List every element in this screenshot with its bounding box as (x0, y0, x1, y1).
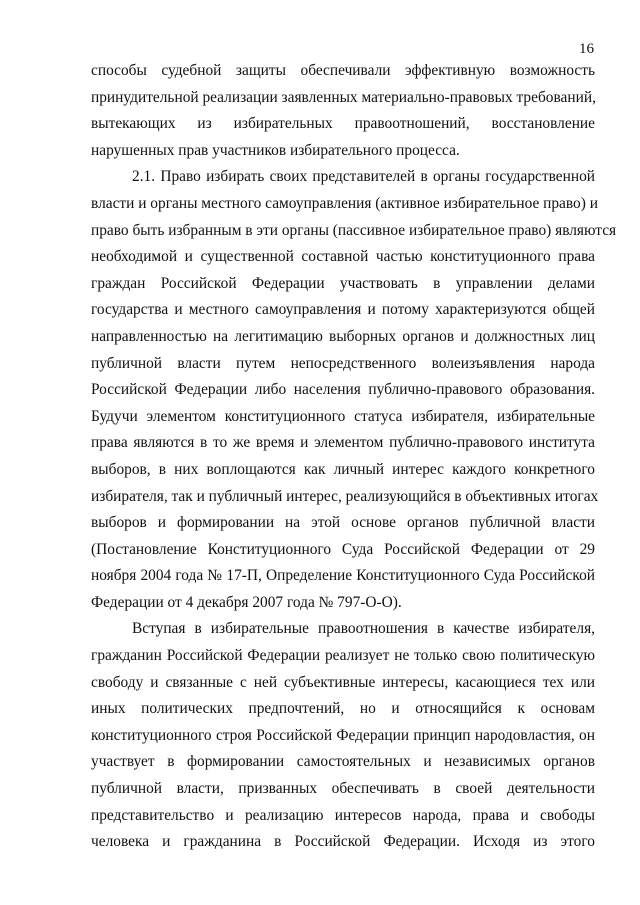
text-line: выборов, в них воплощаются как личный интерес каждого конкретного (91, 460, 595, 478)
text-line: принудительной реализации заявленных материально-правовых требований, (91, 88, 596, 106)
text-line: Вступая в избирательные правоотношения в качестве избирателя, (132, 620, 595, 638)
text-line: избирателя, так и публичный интерес, реализующийся в объективных итогах (91, 487, 599, 505)
text-line: Будучи элементом конституционного статуса избирателя, избирательные (91, 407, 595, 425)
text-line: представительство и реализацию интересов народа, права и свободы (91, 806, 595, 824)
text-line: выборов и формировании на этой основе органов публичной власти (91, 514, 595, 532)
paragraph-voter-relations (91, 616, 595, 855)
text-line: гражданин Российской Федерации реализует не только свою политическую (91, 647, 595, 665)
paragraph-2-1 (91, 164, 617, 616)
paragraph-intro-continuation (91, 58, 595, 164)
text-line: граждан Российской Федерации участвовать в управлении делами (91, 274, 595, 292)
text-line: нарушенных прав участников избирательного процесса. (91, 141, 460, 159)
text-line: необходимой и существенной составной частью конституционного права (91, 248, 595, 266)
text-line: вытекающих из избирательных правоотношений, восстановление (91, 115, 595, 133)
text-line: участвует в формировании самостоятельных и независимых органов (91, 753, 595, 771)
text-line: ноября 2004 года № 17-П, Определение Конституционного Суда Российской (91, 567, 595, 585)
text-line: свободу и связанные с ней субъективные интересы, касающиеся тех или (91, 673, 595, 691)
text-line: человека и гражданина в Российской Федерации. Исходя из этого (91, 833, 595, 851)
text-line: власти и органы местного самоуправления (активное избирательное право) и (91, 194, 598, 212)
text-line: (Постановление Конституционного Суда Российской Федерации от 29 (91, 540, 595, 558)
text-line: иных политических предпочтений, но и относящийся к основам (91, 700, 595, 718)
text-line: Российской Федерации либо населения публично-правового образования. (91, 381, 595, 399)
text-line: государства и местного самоуправления и потому характеризуются общей (91, 301, 595, 319)
text-line: публичной власти путем непосредственного волеизъявления народа (91, 354, 595, 372)
text-line: Федерации от 4 декабря 2007 года № 797-О-О). (91, 593, 402, 611)
page-number: 16 (579, 41, 594, 57)
text-line: права являются в то же время и элементом публично-правового института (91, 434, 595, 452)
text-line: способы судебной защиты обеспечивали эффективную возможность (91, 62, 595, 79)
text-line: направленностью на легитимацию выборных органов и должностных лиц (91, 327, 595, 345)
text-line: 2.1. Право избирать своих представителей в органы государственной (132, 168, 595, 186)
text-line: конституционного строя Российской Федерации принцип народовластия, он (91, 726, 595, 744)
document-body (91, 58, 617, 856)
text-line: право быть избранным в эти органы (пассивное избирательное право) являются (91, 221, 617, 239)
text-line: публичной власти, призванных обеспечивать в своей деятельности (91, 780, 595, 798)
